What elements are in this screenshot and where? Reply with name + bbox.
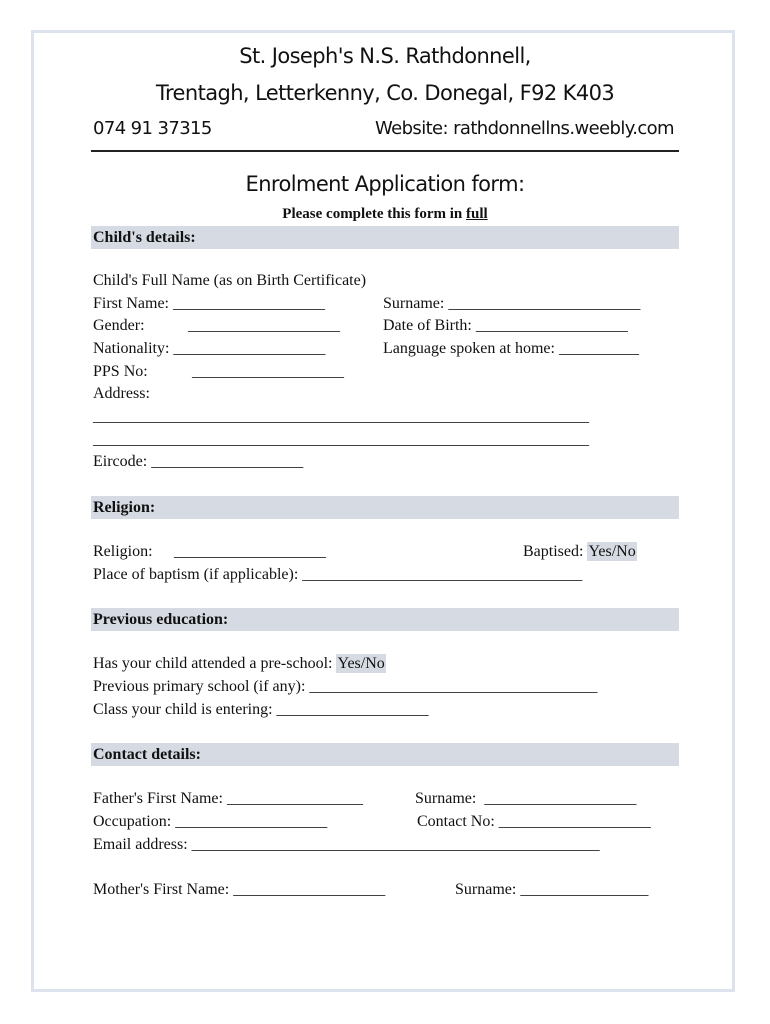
full-name-label: Child's Full Name (as on Birth Certificate) [93, 272, 367, 289]
pps-field[interactable]: ___________________ [192, 363, 344, 380]
father-first-name-field[interactable]: Father's First Name: _________________ [93, 790, 363, 807]
form-instruction [0, 206, 770, 223]
school-name: St. Joseph's N.S. Rathdonnell, [239, 44, 531, 68]
previous-school-field[interactable]: Previous primary school (if any): ____________________________________ [93, 678, 598, 695]
school-address: Trentagh, Letterkenny, Co. Donegal, F92 K403 [155, 81, 615, 105]
school-phone: 074 91 37315 [93, 118, 212, 139]
email-field[interactable]: Email address: ___________________________________________________ [93, 836, 600, 853]
religion-field[interactable]: ___________________ [174, 543, 326, 560]
religion-label: Religion: [93, 543, 153, 560]
gender-label: Gender: [93, 317, 145, 334]
section-contact-details: Contact details: [91, 743, 679, 766]
section-religion: Religion: [91, 496, 679, 519]
eircode-field[interactable]: Eircode: ___________________ [93, 453, 304, 470]
language-field[interactable]: Language spoken at home: __________ [383, 340, 639, 357]
preschool-yes-no[interactable]: Yes/No [337, 655, 385, 672]
section-previous-education: Previous education: [91, 608, 679, 631]
instruction-text: Please complete this form in [282, 206, 467, 222]
address-line-2[interactable]: ______________________________________________________________ [93, 431, 589, 448]
address-line-1[interactable]: ______________________________________________________________ [93, 408, 589, 425]
baptised-yes-no[interactable]: Yes/No [588, 543, 636, 560]
gender-field[interactable]: ___________________ [188, 317, 340, 334]
baptised-label: Baptised: [523, 543, 588, 560]
place-of-baptism-field[interactable]: Place of baptism (if applicable): ___________________________________ [93, 566, 583, 583]
address-label: Address: [93, 385, 150, 402]
first-name-field[interactable]: First Name: ___________________ [93, 295, 325, 312]
occupation-field[interactable]: Occupation: ___________________ [93, 813, 328, 830]
dob-field[interactable]: Date of Birth: ___________________ [383, 317, 628, 334]
preschool-question [93, 655, 386, 673]
contact-no-field[interactable]: Contact No: ___________________ [417, 813, 651, 830]
form-title: Enrolment Application form: [245, 172, 525, 196]
surname-field[interactable]: Surname: ________________________ [383, 295, 641, 312]
pps-label: PPS No: [93, 363, 148, 380]
mother-first-name-field[interactable]: Mother's First Name: ___________________ [93, 881, 386, 898]
class-entering-field[interactable]: Class your child is entering: ___________________ [93, 701, 429, 718]
mother-surname-field[interactable]: Surname: ________________ [455, 881, 649, 898]
preschool-label: Has your child attended a pre-school: [93, 655, 337, 672]
header-divider [91, 150, 679, 152]
nationality-field[interactable]: Nationality: ___________________ [93, 340, 326, 357]
school-website: Website: rathdonnellns.weebly.com [374, 118, 674, 139]
section-childs-details: Child's details: [91, 226, 679, 249]
baptised-question [523, 543, 637, 561]
father-surname-field[interactable]: Surname: ___________________ [415, 790, 637, 807]
instruction-emphasis: full [466, 206, 488, 222]
